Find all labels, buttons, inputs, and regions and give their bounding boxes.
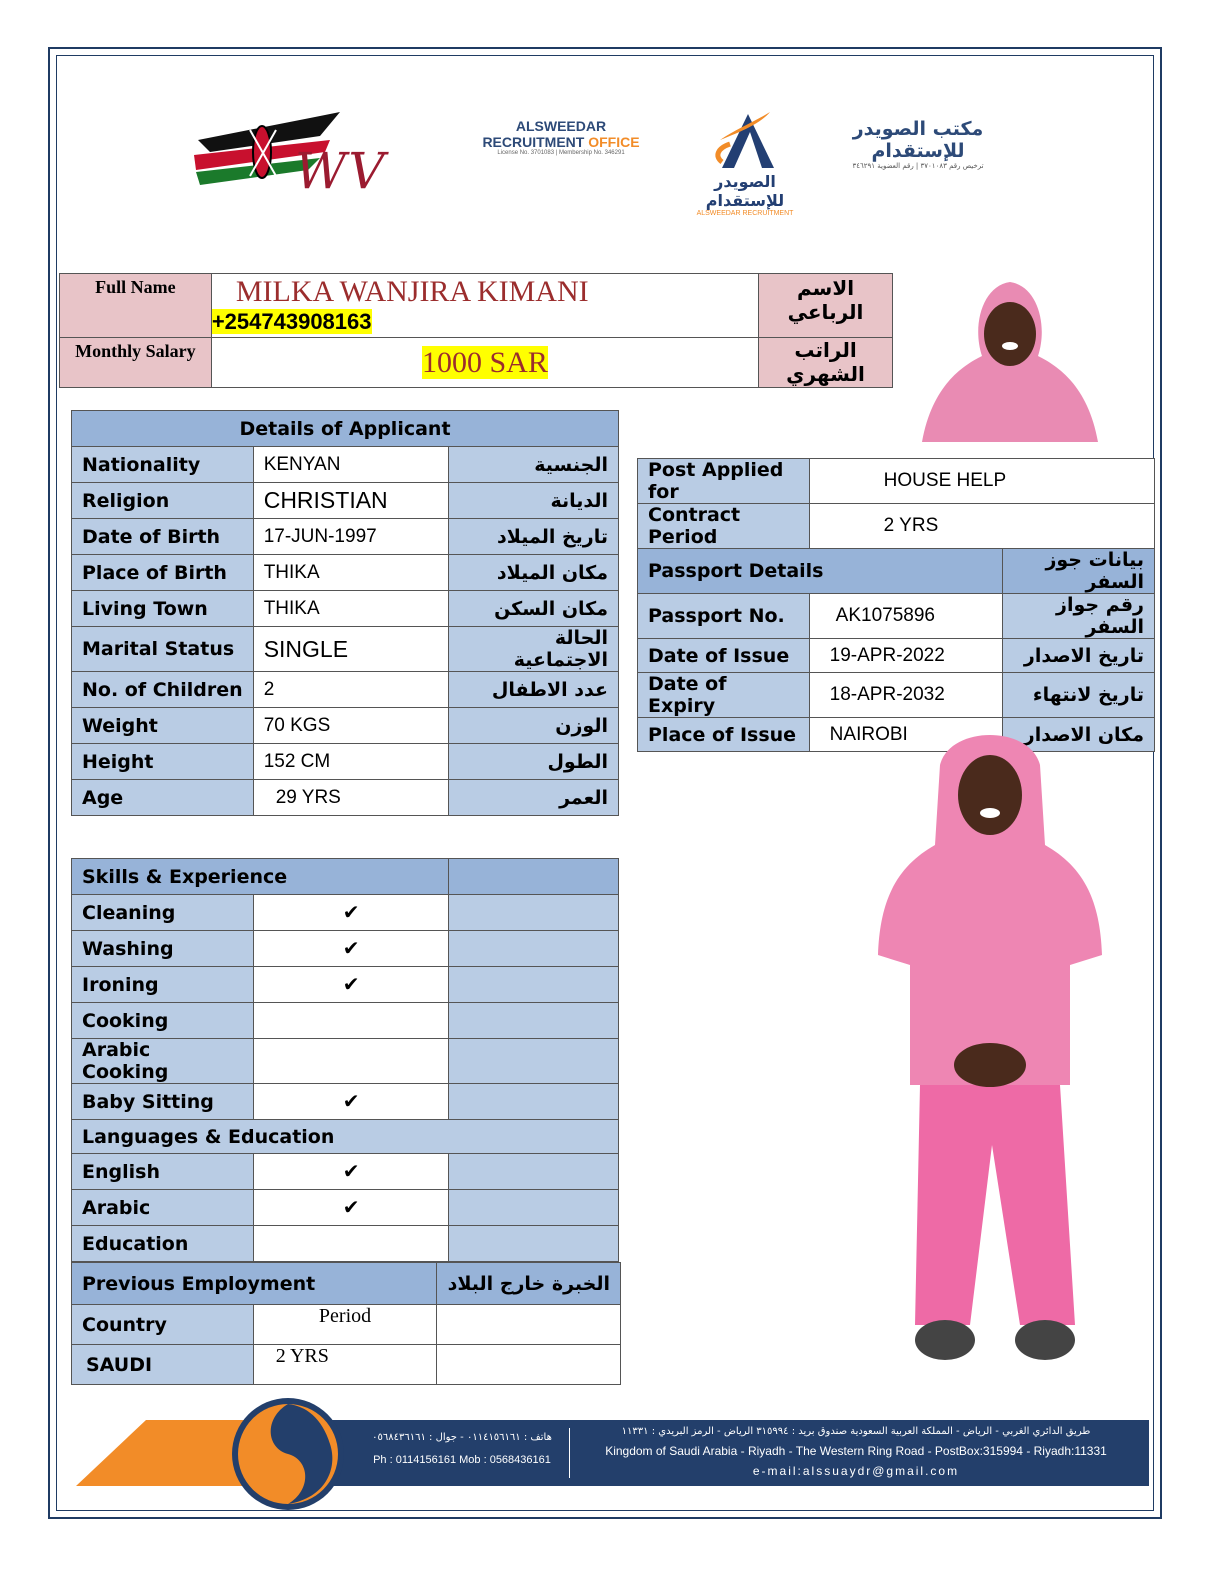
contract-value: 2 YRS	[809, 504, 1154, 549]
employment-period-label: Period	[253, 1305, 437, 1345]
living-town-label: Living Town	[72, 591, 254, 627]
age-arabic: العمر	[449, 780, 619, 816]
footer-address-english: Kingdom of Saudi Arabia - Riyadh - The Western Ring Road - PostBox:315994 - Riyadh:11331	[605, 1444, 1107, 1458]
weight-label: Weight	[72, 708, 254, 744]
center-logo-english: ALSWEEDAR RECRUITMENT	[696, 210, 794, 217]
weight-value: 70 KGS	[253, 708, 449, 744]
footer-divider	[569, 1428, 570, 1478]
dob-value: 17-JUN-1997	[253, 519, 449, 555]
skill-ironing-check: ✔	[253, 967, 449, 1003]
passport-no-arabic: رقم جواز السفر	[1003, 594, 1155, 639]
nationality-arabic: الجنسية	[449, 447, 619, 483]
office-recruitment: RECRUITMENT	[482, 134, 585, 150]
footer-phone-english: Ph : 0114156161 Mob : 0568436161	[373, 1454, 551, 1466]
place-of-issue-value: NAIROBI	[809, 718, 1003, 752]
employment-country-value: SAUDI	[72, 1345, 254, 1385]
skill-ironing-label: Ironing	[72, 967, 254, 1003]
applicant-details-table	[71, 410, 619, 816]
skill-ironing-blank	[449, 967, 619, 1003]
right-logo-small: ترخيص رقم ٣٧٠١٠٨٣ | رقم العضوية ٣٤٦٢٩١	[852, 162, 984, 170]
passport-title: Passport Details	[638, 549, 1003, 594]
lang-english-label: English	[72, 1154, 254, 1190]
issue-date-label: Date of Issue	[638, 639, 810, 673]
passport-no-label: Passport No.	[638, 594, 810, 639]
height-label: Height	[72, 744, 254, 780]
marital-status-value: SINGLE	[253, 627, 449, 672]
expiry-date-label: Date of Expiry	[638, 673, 810, 718]
alsweedar-a-logo	[675, 110, 815, 215]
contract-label: Contract Period	[638, 504, 810, 549]
phone-value	[212, 310, 758, 335]
place-of-issue-label: Place of Issue	[638, 718, 810, 752]
full-name-value: MILKA WANJIRA KIMANI	[235, 275, 589, 308]
full-name-arabic: الاسم الرباعي	[759, 274, 893, 338]
skill-washing-blank	[449, 931, 619, 967]
skill-arabic-cooking-check	[253, 1039, 449, 1084]
kenya-flag-logo	[190, 100, 405, 210]
marital-status-label: Marital Status	[72, 627, 254, 672]
skill-washing-label: Washing	[72, 931, 254, 967]
skill-cleaning-check: ✔	[253, 895, 449, 931]
skills-title: Skills & Experience	[72, 859, 449, 895]
nationality-value: KENYAN	[253, 447, 449, 483]
post-label: Post Applied for	[638, 459, 810, 504]
religion-value: CHRISTIAN	[253, 483, 449, 519]
dob-label: Date of Birth	[72, 519, 254, 555]
center-logo-arabic: الصويدر للإستقدام	[705, 172, 785, 210]
skill-cooking-check	[253, 1003, 449, 1039]
footer-address-arabic: طريق الدائري الغربي - الرياض - المملكة العربية السعودية صندوق بريد : ٣١٥٩٩٤ الرياض - الرمز البريدي : ١١٣٣١	[621, 1426, 1091, 1437]
skill-cleaning-label: Cleaning	[72, 895, 254, 931]
weight-arabic: الوزن	[449, 708, 619, 744]
education-label: Education	[72, 1226, 254, 1262]
skill-washing-check: ✔	[253, 931, 449, 967]
religion-arabic: الديانة	[449, 483, 619, 519]
lang-english-check: ✔	[253, 1154, 449, 1190]
office-name-line1: ALSWEEDAR	[515, 118, 607, 134]
footer-email[interactable]: e-mail:alssuaydr@gmail.com	[752, 1464, 960, 1478]
passport-no-value: AK1075896	[809, 594, 1003, 639]
height-arabic: الطول	[449, 744, 619, 780]
marital-status-arabic: الحالة الاجتماعية	[449, 627, 619, 672]
name-salary-table	[59, 273, 893, 388]
children-arabic: عدد الاطفال	[449, 672, 619, 708]
employment-table	[71, 1262, 621, 1385]
skill-cooking-label: Cooking	[72, 1003, 254, 1039]
skill-baby-sitting-check: ✔	[253, 1084, 449, 1120]
right-logo-title: مكتب الصويدر للإستقدام	[852, 118, 984, 162]
applicant-full-body-photo	[870, 725, 1110, 1375]
salary-cell	[211, 338, 758, 388]
lang-arabic-label: Arabic	[72, 1190, 254, 1226]
education-blank	[449, 1226, 619, 1262]
dob-arabic: تاريخ الميلاد	[449, 519, 619, 555]
full-name-label: Full Name	[60, 274, 212, 338]
skill-baby-sitting-blank	[449, 1084, 619, 1120]
lang-english-blank	[449, 1154, 619, 1190]
height-value: 152 CM	[253, 744, 449, 780]
living-town-arabic: مكان السكن	[449, 591, 619, 627]
skill-cleaning-blank	[449, 895, 619, 931]
expiry-date-value: 18-APR-2032	[809, 673, 1003, 718]
employment-blank-1	[437, 1305, 621, 1345]
employment-country-label: Country	[72, 1305, 254, 1345]
skill-arabic-cooking-blank	[449, 1039, 619, 1084]
lang-arabic-check: ✔	[253, 1190, 449, 1226]
passport-title-arabic: بيانات جوز السفر	[1003, 549, 1155, 594]
employment-period-value: 2 YRS	[253, 1345, 437, 1385]
applicant-portrait-photo	[912, 276, 1108, 442]
place-of-birth-label: Place of Birth	[72, 555, 254, 591]
languages-title: Languages & Education	[72, 1120, 619, 1154]
right-arabic-logo	[828, 118, 1008, 170]
age-value: 29 YRS	[253, 780, 449, 816]
expiry-date-arabic: تاريخ لانتهاء	[1003, 673, 1155, 718]
lang-arabic-blank	[449, 1190, 619, 1226]
full-name-cell	[211, 274, 758, 338]
children-label: No. of Children	[72, 672, 254, 708]
place-of-birth-value: THIKA	[253, 555, 449, 591]
alsweedar-office-logo	[476, 118, 646, 156]
place-of-issue-arabic: مكان الاصدار	[1003, 718, 1155, 752]
footer-phone-arabic: هاتف : ٠١١٤١٥٦١٦١ - جوال : ٠٥٦٨٤٣٦١٦١	[372, 1432, 552, 1443]
salary-value: 1000 SAR	[422, 345, 548, 379]
office-name-line2	[476, 134, 646, 150]
nationality-label: Nationality	[72, 447, 254, 483]
skill-arabic-cooking-label: Arabic Cooking	[72, 1039, 254, 1084]
living-town-value: THIKA	[253, 591, 449, 627]
skill-baby-sitting-label: Baby Sitting	[72, 1084, 254, 1120]
skill-cooking-blank	[449, 1003, 619, 1039]
place-of-birth-arabic: مكان الميلاد	[449, 555, 619, 591]
footer-banner	[76, 1402, 1149, 1486]
religion-label: Religion	[72, 483, 254, 519]
salary-arabic: الراتب الشهري	[759, 338, 893, 388]
salary-label: Monthly Salary	[60, 338, 212, 388]
post-passport-table	[637, 458, 1155, 752]
office-word: OFFICE	[588, 134, 640, 150]
skills-table	[71, 858, 619, 1262]
phone-number: +254743908163	[211, 309, 372, 334]
age-label: Age	[72, 780, 254, 816]
employment-title-arabic: الخبرة خارج البلاد	[437, 1263, 621, 1305]
brand-wv-text: WV	[295, 142, 387, 200]
education-check	[253, 1226, 449, 1262]
children-value: 2	[253, 672, 449, 708]
employment-blank-2	[437, 1345, 621, 1385]
issue-date-arabic: تاريخ الاصدار	[1003, 639, 1155, 673]
office-license: License No. 3701083 | Membership No. 346291	[497, 150, 625, 156]
applicant-table-title: Details of Applicant	[72, 411, 619, 447]
employment-title: Previous Employment	[72, 1263, 437, 1305]
post-value: HOUSE HELP	[809, 459, 1154, 504]
issue-date-value: 19-APR-2022	[809, 639, 1003, 673]
skills-title-blank	[449, 859, 619, 895]
